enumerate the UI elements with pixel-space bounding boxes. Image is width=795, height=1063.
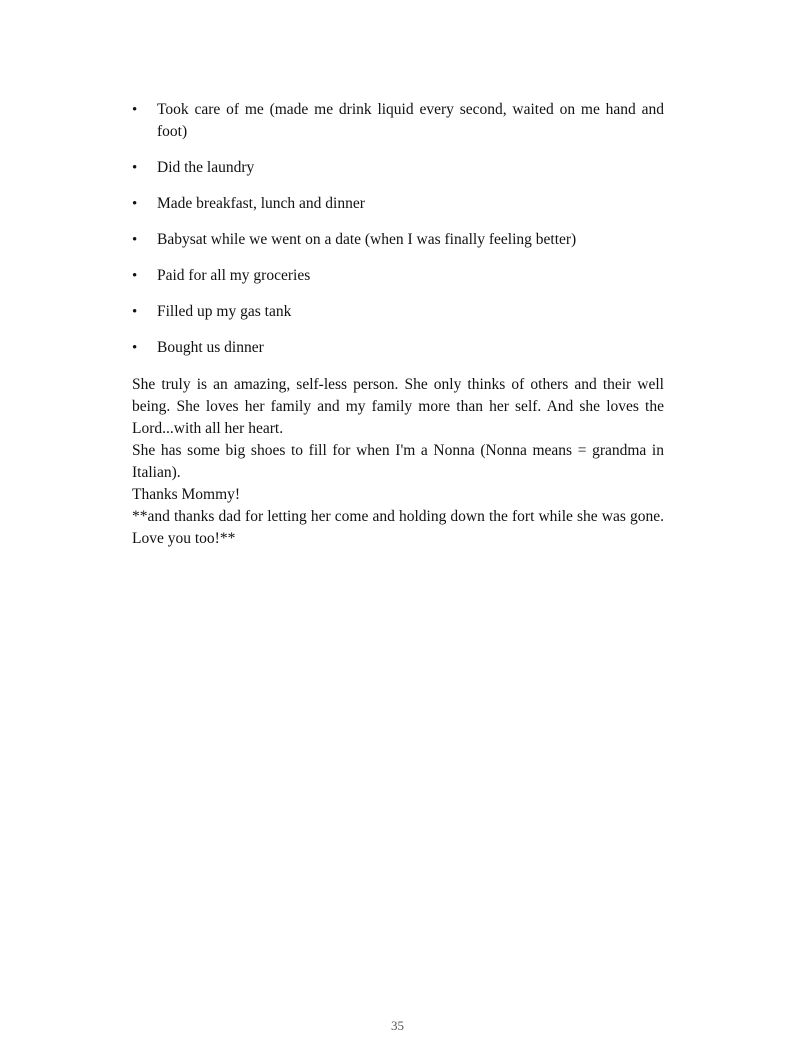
list-item-text: Did the laundry bbox=[157, 159, 255, 176]
list-item-text: Paid for all my groceries bbox=[157, 267, 311, 284]
list-item bbox=[132, 157, 664, 179]
list-item-text: Bought us dinner bbox=[157, 339, 264, 356]
bullet-icon: • bbox=[132, 340, 138, 356]
list-item bbox=[132, 337, 664, 359]
list-item-text: Made breakfast, lunch and dinner bbox=[157, 195, 365, 212]
paragraph-thanks: Thanks Mommy! bbox=[132, 486, 241, 503]
list-item bbox=[132, 193, 664, 215]
bullet-icon: • bbox=[132, 160, 138, 176]
paragraph-dad: **and thanks dad for letting her come and holding down the fort while she was gone. Love you too!** bbox=[132, 508, 664, 547]
list-item bbox=[132, 229, 664, 251]
bullet-icon: • bbox=[132, 102, 138, 118]
list-item-text: Babysat while we went on a date (when I was finally feeling better) bbox=[157, 231, 577, 248]
list-item bbox=[132, 265, 664, 287]
bullet-icon: • bbox=[132, 268, 138, 284]
bullet-list bbox=[132, 99, 664, 373]
paragraph-nonna: She has some big shoes to fill for when I'm a Nonna (Nonna means = grandma in Italian). bbox=[132, 442, 664, 481]
page-number: 35 bbox=[391, 1018, 404, 1033]
bullet-icon: • bbox=[132, 196, 138, 212]
list-item-text: Filled up my gas tank bbox=[157, 303, 292, 320]
list-item bbox=[132, 301, 664, 323]
bullet-icon: • bbox=[132, 232, 138, 248]
paragraph-tribute: She truly is an amazing, self-less person. She only thinks of others and their well being. She loves her family and my family more than her self. And she loves the Lord...with all her heart. bbox=[132, 376, 664, 437]
bullet-icon: • bbox=[132, 304, 138, 320]
list-item bbox=[132, 99, 664, 143]
list-item-text: Took care of me (made me drink liquid every second, waited on me hand and foot) bbox=[157, 101, 664, 140]
body-text bbox=[132, 374, 664, 550]
